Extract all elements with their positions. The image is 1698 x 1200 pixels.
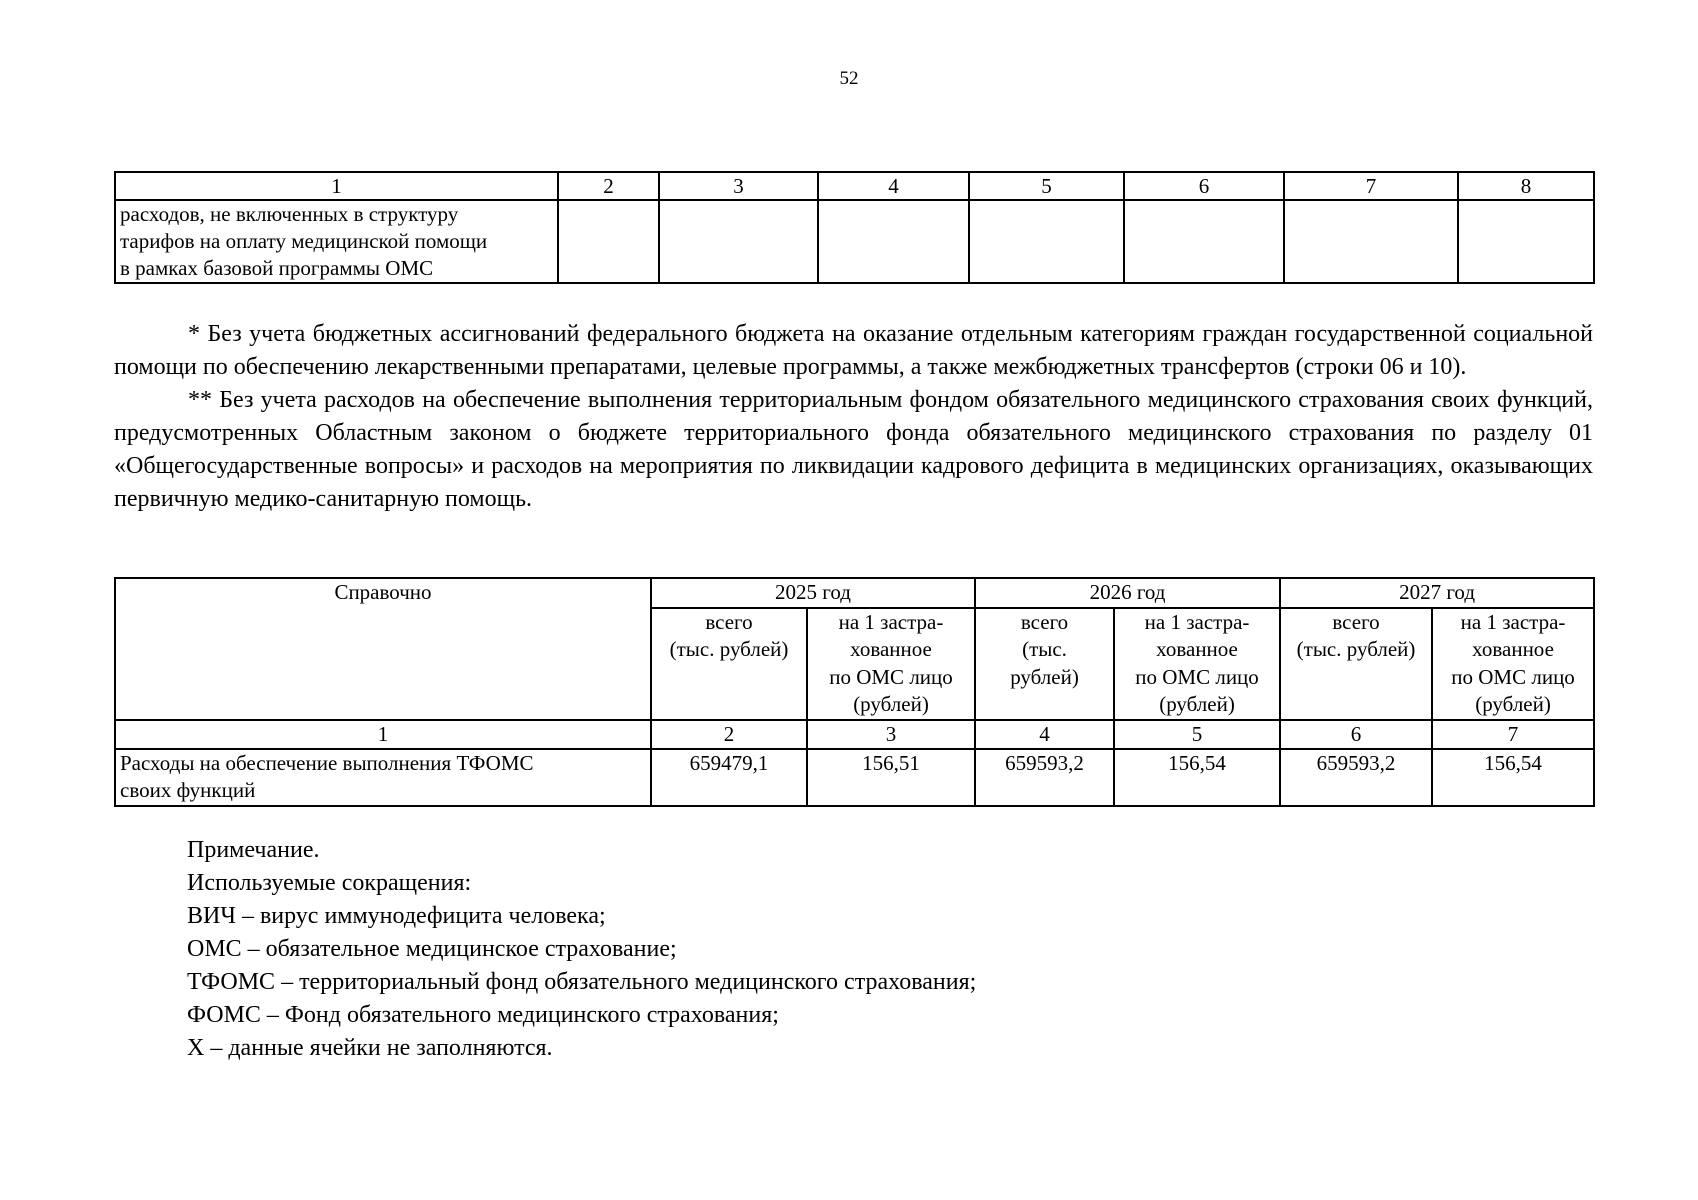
subheader-line: на 1 застра- [1144,609,1250,634]
value-cell: 156,54 [1432,749,1594,806]
subheader-line: хованное [1472,637,1554,661]
value-cell: 659593,2 [975,749,1114,806]
table-header-row [115,172,1594,200]
row-label-line: своих функций [120,778,256,802]
column-number: 7 [1284,172,1458,200]
year-header: 2027 год [1280,578,1594,608]
reference-label-header: Справочно [115,578,651,720]
value-cell: 659593,2 [1280,749,1432,806]
column-number: 5 [969,172,1124,200]
subheader-per-insured [807,608,975,720]
column-number: 2 [558,172,659,200]
subheader-per-insured [1114,608,1280,720]
subheader-line: (рублей) [1475,692,1551,716]
subheader-line: на 1 застра- [1460,609,1566,634]
row-label-line: в рамках базовой программы ОМС [120,256,434,280]
subheader-line: рублей) [1010,664,1079,689]
subheader-line: (рублей) [1159,692,1235,716]
year-header: 2026 год [975,578,1280,608]
empty-cell [659,200,818,283]
subheader-line: (тыс. рублей) [1296,637,1416,661]
column-number: 7 [1432,720,1594,749]
subheader-line: хованное [1156,637,1238,661]
column-number: 1 [115,720,651,749]
column-number: 6 [1280,720,1432,749]
value-cell: 659479,1 [651,749,807,806]
empty-cell [558,200,659,283]
column-number: 1 [115,172,558,200]
page-number: 52 [839,68,859,89]
empty-cell [1124,200,1284,283]
value-cell: 156,51 [807,749,975,806]
subheader-total [651,608,807,720]
note-subheading: Используемые сокращения: [187,870,472,896]
subheader-line: по ОМС лицо [1451,664,1575,689]
subheader-total [975,608,1114,720]
subheader-line: (тыс. [1022,637,1067,661]
table-row [115,749,1594,806]
subheader-total [1280,608,1432,720]
subheader-line: всего [705,609,753,634]
column-number: 4 [818,172,969,200]
subheader-line: (тыс. рублей) [669,637,789,661]
value-cell: 156,54 [1114,749,1280,806]
column-number: 2 [651,720,807,749]
row-label-line: тарифов на оплату медицинской помощи [120,229,488,253]
subheader-line: хованное [850,637,932,661]
row-label-line: Расходы на обеспечение выполнения ТФОМС [120,750,534,775]
subheader-line: всего [1020,609,1069,634]
expenses-table-continuation [114,171,1595,284]
abbreviation-item: ТФОМС – территориальный фонд обязательного медицинского страхования; [187,969,977,995]
subheader-line: на 1 застра- [838,609,944,634]
footnotes [114,318,1593,516]
column-numbers-row [115,720,1594,749]
abbreviation-item: ОМС – обязательное медицинское страхование; [187,936,677,962]
subheader-line: по ОМС лицо [1135,664,1259,689]
table-header-row [115,578,1594,608]
empty-cell [1284,200,1458,283]
column-number: 8 [1458,172,1594,200]
column-number: 4 [975,720,1114,749]
subheader-line: по ОМС лицо [829,664,953,689]
column-number: 3 [807,720,975,749]
row-label-line: расходов, не включенных в структуру [120,202,459,226]
subheader-line: всего [1332,609,1380,634]
note-heading: Примечание. [187,837,320,863]
subheader-per-insured [1432,608,1594,720]
empty-cell [818,200,969,283]
column-number: 5 [1114,720,1280,749]
abbreviations-note [187,834,976,1065]
abbreviation-item: Х – данные ячейки не заполняются. [187,1035,553,1061]
column-number: 3 [659,172,818,200]
year-header: 2025 год [651,578,975,608]
subheader-line: (рублей) [853,692,929,716]
reference-table [114,577,1595,807]
column-number: 6 [1124,172,1284,200]
row-label-cell [115,749,651,806]
abbreviation-item: ФОМС – Фонд обязательного медицинского страхования; [187,1002,779,1028]
empty-cell [969,200,1124,283]
row-label-cell [115,200,558,283]
empty-cell [1458,200,1594,283]
footnote-1: * Без учета бюджетных ассигнований федерального бюджета на оказание отдельным категориям граждан государственной социальной помощи по обеспечению лекарственными препаратами, целевые программы, а также межбюджетных трансфертов (строки 06 и 10). [114,321,1593,380]
table-row [115,200,1594,283]
abbreviation-item: ВИЧ – вирус иммунодефицита человека; [187,903,606,929]
footnote-2: ** Без учета расходов на обеспечение выполнения территориальным фондом обязательного медицинского страхования своих функций, предусмотренных Областным законом о бюджете территориального фонда обязательного медицинского страхования по разделу 01 «Общегосударственные вопросы» и расходов на мероприятия по ликвидации кадрового дефицита в медицинских организациях, оказывающих первичную медико-санитарную помощь. [114,387,1593,512]
